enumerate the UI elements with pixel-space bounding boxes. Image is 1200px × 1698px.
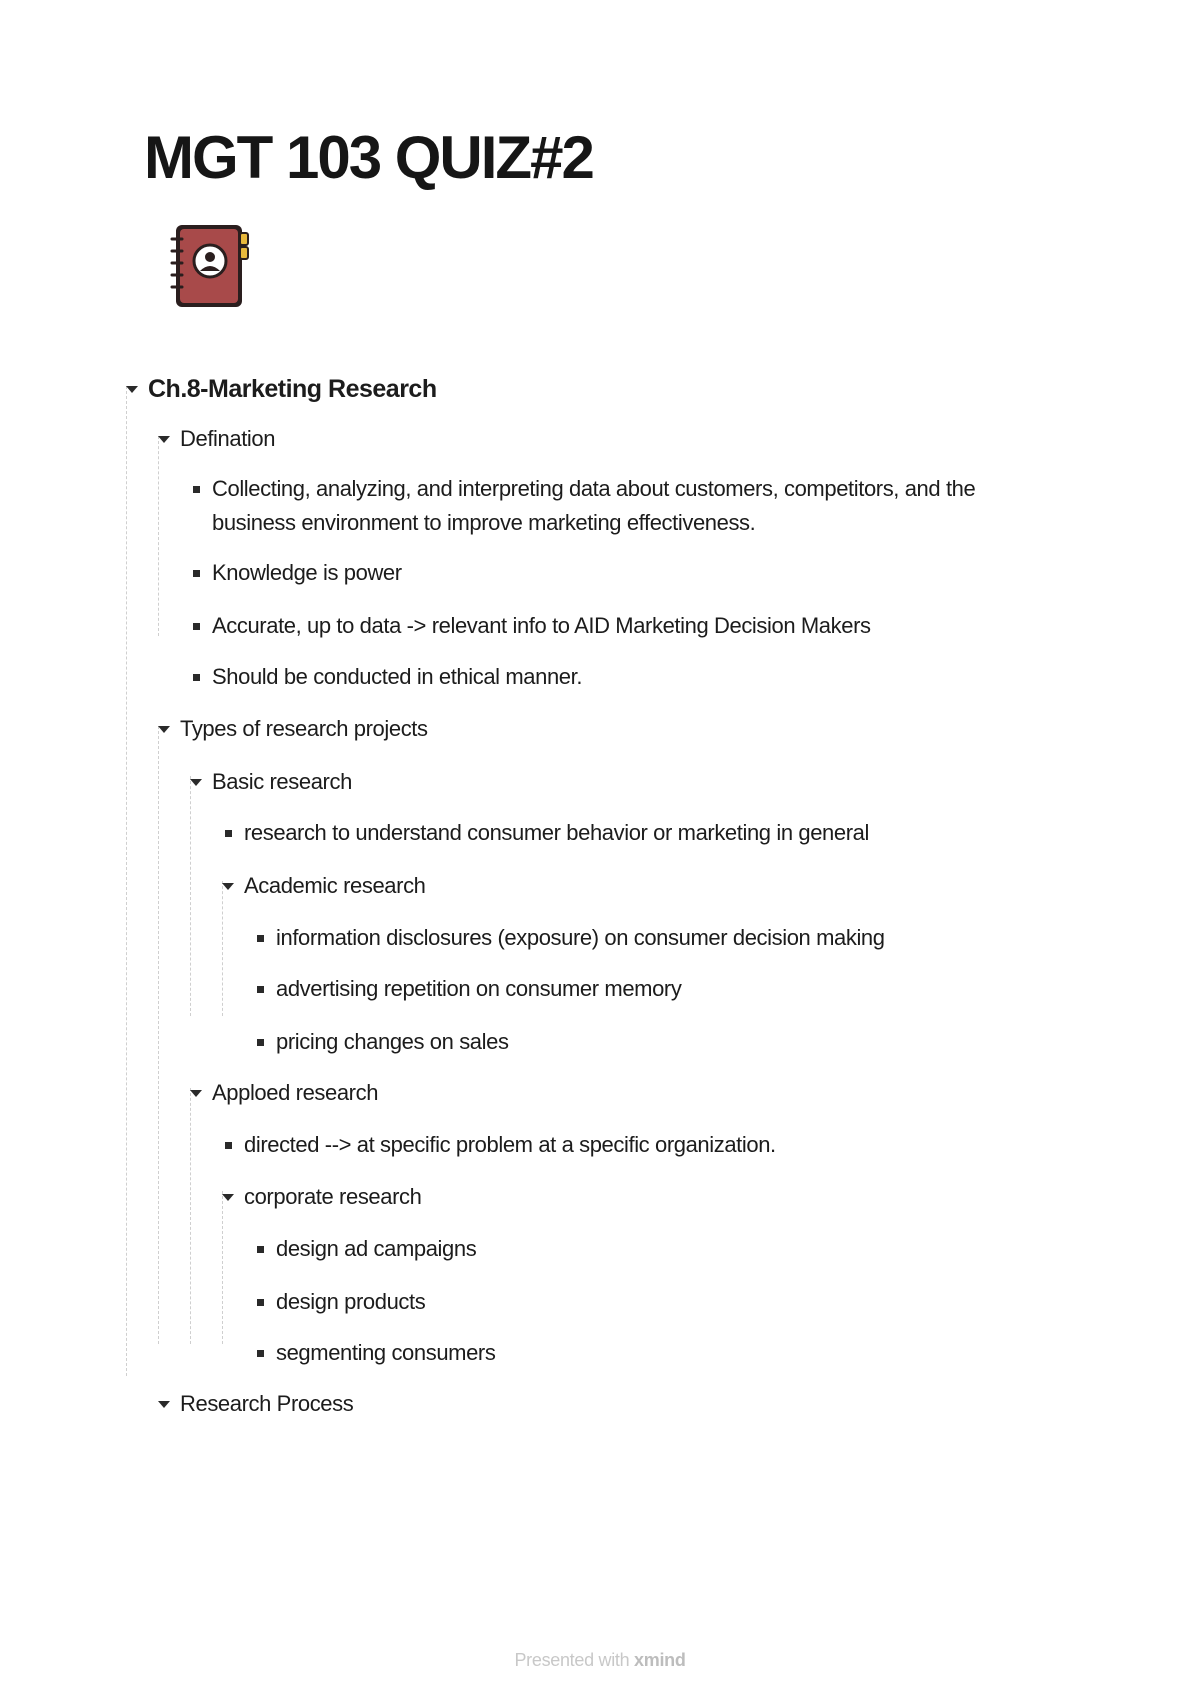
topic-chapter[interactable] [148, 372, 437, 406]
topic-corporate-research[interactable] [244, 1180, 421, 1214]
square-bullet-icon [218, 816, 238, 850]
list-item [244, 1128, 776, 1162]
topic-chapter-label: Ch.8-Marketing Research [148, 375, 437, 403]
outline-guide-types [158, 726, 159, 1344]
collapse-toggle-icon[interactable] [218, 869, 238, 903]
topic-research-process-label: Research Process [180, 1391, 354, 1416]
list-item [212, 660, 582, 694]
collapse-toggle-icon[interactable] [186, 1076, 206, 1110]
list-item [276, 1232, 476, 1266]
topic-types[interactable] [180, 712, 428, 746]
topic-defination[interactable] [180, 422, 275, 456]
page-title: MGT 103 QUIZ#2 [144, 124, 593, 191]
topic-academic-research[interactable] [244, 869, 426, 903]
square-bullet-icon [250, 1232, 270, 1266]
topic-applied-research[interactable] [212, 1076, 378, 1110]
collapse-toggle-icon[interactable] [154, 1387, 174, 1421]
list-item [212, 609, 871, 643]
list-item [276, 1336, 495, 1370]
list-item-text: Collecting, analyzing, and interpreting data about customers, competitors, and the business environment to improve marketing effectiveness. [212, 476, 976, 535]
collapse-toggle-icon[interactable] [122, 372, 142, 406]
footer-attribution [0, 1650, 1200, 1671]
collapse-toggle-icon[interactable] [218, 1180, 238, 1214]
square-bullet-icon [186, 556, 206, 590]
collapse-toggle-icon[interactable] [154, 712, 174, 746]
list-item [276, 921, 885, 955]
collapse-toggle-icon[interactable] [154, 422, 174, 456]
list-item [244, 816, 869, 850]
footer-prefix: Presented with [514, 1650, 630, 1670]
list-item [276, 1285, 425, 1319]
list-item [212, 556, 402, 590]
topic-applied-research-label: Apploed research [212, 1080, 379, 1105]
list-item-text: Should be conducted in ethical manner. [212, 664, 583, 689]
square-bullet-icon [250, 1025, 270, 1059]
list-item-text: segmenting consumers [276, 1340, 496, 1365]
square-bullet-icon [250, 972, 270, 1006]
list-item [276, 972, 681, 1006]
outline-guide-defination [158, 436, 159, 636]
square-bullet-icon [250, 1336, 270, 1370]
topic-corporate-research-label: corporate research [244, 1184, 422, 1209]
xmind-brand: xmind [634, 1650, 686, 1670]
list-item-text: design ad campaigns [276, 1236, 477, 1261]
list-item-text: Accurate, up to data -> relevant info to AID Marketing Decision Makers [212, 613, 871, 638]
square-bullet-icon [186, 660, 206, 694]
list-item-text: Knowledge is power [212, 560, 402, 585]
list-item-text: information disclosures (exposure) on consumer decision making [276, 925, 885, 950]
outline-guide-basic [190, 776, 191, 1016]
list-item [276, 1025, 509, 1059]
list-item [212, 472, 1052, 540]
outline-guide-applied [190, 1088, 191, 1344]
collapse-toggle-icon[interactable] [186, 765, 206, 799]
square-bullet-icon [250, 921, 270, 955]
topic-types-label: Types of research projects [180, 716, 428, 741]
topic-basic-research[interactable] [212, 765, 352, 799]
topic-research-process[interactable] [180, 1387, 353, 1421]
square-bullet-icon [250, 1285, 270, 1319]
list-item-text: design products [276, 1289, 426, 1314]
list-item-text: pricing changes on sales [276, 1029, 509, 1054]
list-item-text: research to understand consumer behavior or marketing in general [244, 820, 869, 845]
list-item-text: advertising repetition on consumer memory [276, 976, 682, 1001]
outline-guide-level-1 [126, 386, 127, 1376]
topic-defination-label: Defination [180, 426, 276, 451]
square-bullet-icon [186, 609, 206, 643]
square-bullet-icon [218, 1128, 238, 1162]
topic-academic-research-label: Academic research [244, 873, 426, 898]
topic-basic-research-label: Basic research [212, 769, 352, 794]
list-item-text: directed --> at specific problem at a specific organization. [244, 1132, 776, 1157]
square-bullet-icon [186, 472, 206, 506]
address-book-icon [170, 221, 254, 311]
